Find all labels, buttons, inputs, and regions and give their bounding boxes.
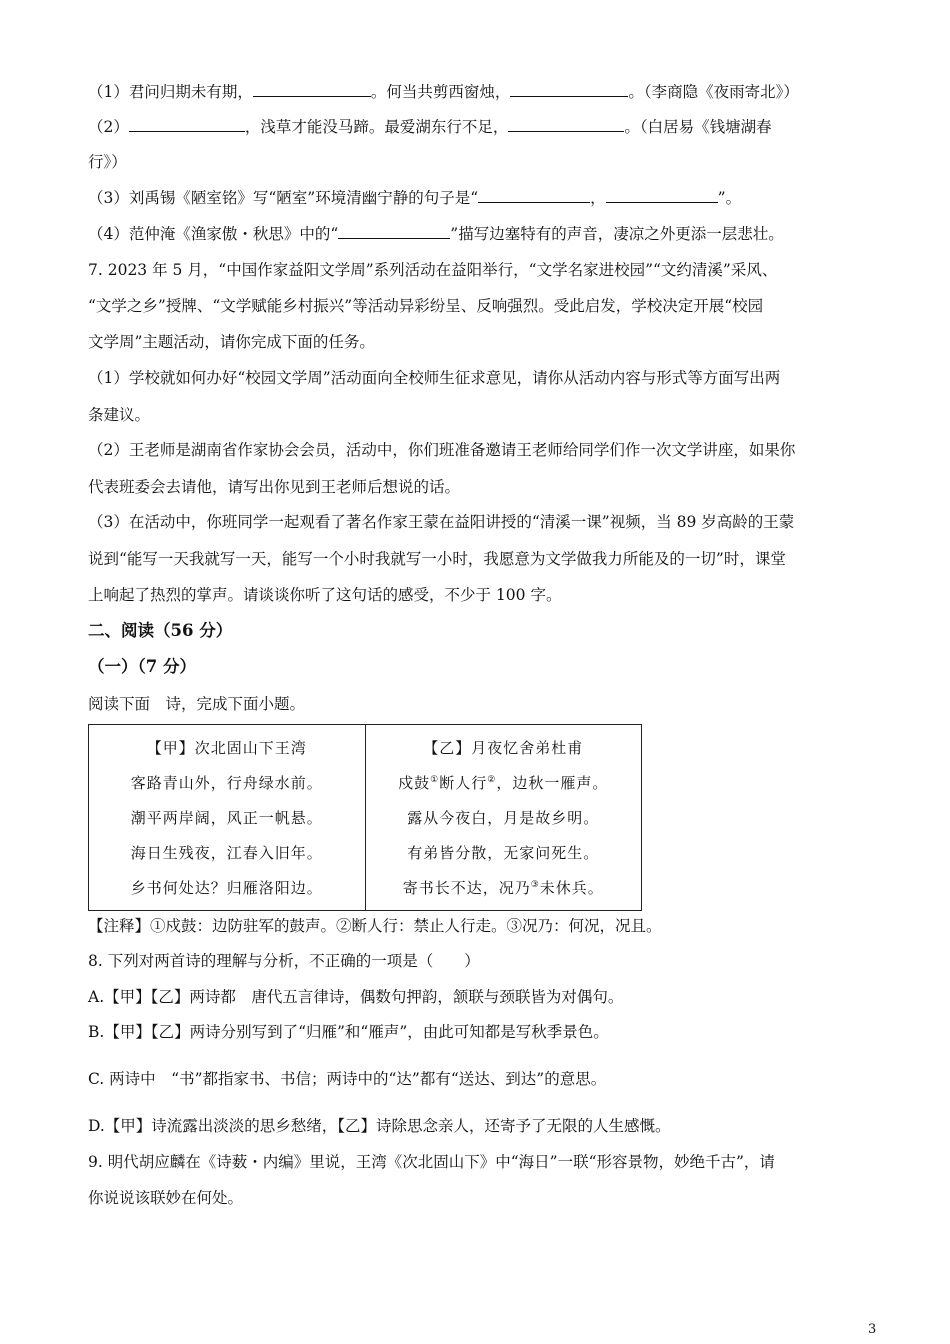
poem-line: 海日生残夜，江春入旧年。	[130, 844, 323, 862]
fill-q2-text-c: 。（白居易《钱塘湖春	[624, 118, 772, 136]
q8-option-a[interactable]: A.【甲】【乙】两诗都 唐代五言律诗，偶数句押韵，颔联与颈联皆为对偶句。	[88, 988, 624, 1006]
q7-sub3: 上响起了热烈的掌声。请谈谈你听了这句话的感受，不少于 100 字。	[88, 586, 562, 604]
fill-q1-text-b: 。何当共剪西窗烛，	[370, 83, 511, 101]
poem-line: 潮平两岸阔，风正一帆悬。	[130, 809, 323, 827]
poem-jia	[89, 725, 365, 910]
q8-option-c[interactable]: C. 两诗中 “书”都指家书、书信；两诗中的“达”都有“送达、到达”的意思。	[88, 1070, 607, 1088]
q8-option-d[interactable]: D.【甲】诗流露出淡淡的思乡愁绪，【乙】诗除思念亲人，还寄予了无限的人生感慨。	[88, 1117, 671, 1135]
fill-q3-text-c: ”。	[717, 189, 742, 207]
answer-blank[interactable]	[129, 117, 245, 132]
fill-q1-text-a: （1）君问归期未有期，	[88, 83, 253, 101]
fill-q4-text-b: ”描写边塞特有的声音，凄凉之外更添一层悲壮。	[450, 225, 784, 243]
fill-q3	[88, 188, 741, 208]
poem-line: 客路青山外，行舟绿水前。	[130, 774, 323, 792]
q8-stem: 8. 下列对两首诗的理解与分析，不正确的一项是（ ）	[88, 952, 480, 970]
answer-blank[interactable]	[508, 117, 624, 132]
fill-q3-text-a: （3）刘禹锡《陋室铭》写“陋室”环境清幽宁静的句子是“	[88, 189, 479, 207]
answer-blank[interactable]	[606, 188, 718, 203]
q7-sub1: 条建议。	[88, 406, 151, 424]
reading-instruction: 阅读下面 诗，完成下面小题。	[88, 695, 306, 713]
footnote: 【注释】①戍鼓：边防驻军的鼓声。②断人行：禁止人行走。③况乃：何况，况且。	[88, 917, 662, 935]
q7-line: 7. 2023 年 5 月，“中国作家益阳文学周”系列活动在益阳举行，“文学名家进校园”“文约清溪”采风、	[88, 261, 778, 279]
poem-text: 寄书长不达，况乃	[402, 879, 531, 897]
poem-text: ，边秋一雁声。	[496, 774, 609, 792]
q7-sub3: （3）在活动中，你班同学一起观看了著名作家王蒙在益阳讲授的“清溪一课”视频，当 89 岁高龄的王蒙	[88, 513, 795, 531]
fill-q2-text-a: （2）	[88, 118, 129, 136]
q9-line: 9. 明代胡应麟在《诗薮・内编》里说，王湾《次北固山下》中“海日”一联“形容景物，妙绝千古”，请	[88, 1153, 775, 1171]
poem-line: 乡书何处达？归雁洛阳边。	[130, 879, 323, 897]
answer-blank[interactable]	[253, 82, 371, 97]
poem-line: 有弟皆分散，无家问死生。	[407, 844, 600, 862]
q7-line: “文学之乡”授牌、“文学赋能乡村振兴”等活动异彩纷呈、反响强烈。受此启发，学校决定开展“校园	[88, 297, 764, 315]
fill-q1	[88, 82, 799, 102]
poem-text: 断人行	[439, 774, 488, 792]
fill-q4	[88, 224, 784, 244]
q7-sub3: 说到“能写一天我就写一天，能写一个小时我就写一小时，我愿意为文学做我力所能及的一切”时，课堂	[88, 550, 786, 568]
q7-line: 文学周”主题活动，请你完成下面的任务。	[88, 333, 375, 351]
page-number: 3	[868, 1322, 877, 1337]
poem-title: 【乙】月夜忆舍弟杜甫	[423, 739, 584, 757]
q9-line: 你说说该联妙在何处。	[88, 1189, 244, 1207]
q8-option-b[interactable]: B.【甲】【乙】两诗分别写到了“归雁”和“雁声”，由此可知都是写秋季景色。	[88, 1023, 609, 1041]
poem-title: 【甲】次北固山下王湾	[146, 739, 307, 757]
poem-line	[366, 877, 642, 898]
fill-q2	[88, 117, 772, 137]
fill-q2-text-b: ，浅草才能没马蹄。最爱湖东行不足，	[244, 118, 509, 136]
q7-sub2: 代表班委会去请他，请写出你见到王老师后想说的话。	[88, 478, 461, 496]
fill-q1-text-c: 。（李商隐《夜雨寄北》）	[628, 83, 799, 101]
fill-q3-text-b: ，	[590, 189, 606, 207]
q7-sub1: （1）学校就如何办好“校园文学周”活动面向全校师生征求意见，请你从活动内容与形式等方面写出两	[88, 369, 781, 387]
footnote-mark: ①	[430, 775, 440, 785]
answer-blank[interactable]	[338, 224, 450, 239]
footnote-mark: ②	[487, 775, 497, 785]
fill-q2-text-d: 行》）	[88, 153, 127, 171]
poem-line	[366, 772, 642, 793]
poem-text: 戍鼓	[398, 774, 431, 792]
fill-q4-text-a: （4）范仲淹《渔家傲・秋思》中的“	[88, 225, 339, 243]
q7-sub2: （2）王老师是湖南省作家协会会员，活动中，你们班准备邀请王老师给同学们作一次文学讲座，如果你	[88, 441, 796, 459]
poem-line: 露从今夜白，月是故乡明。	[407, 809, 600, 827]
part-title: （一）（7 分）	[88, 657, 196, 676]
poem-yi	[365, 725, 642, 910]
poem-text: 未休兵。	[539, 879, 604, 897]
poem-table	[88, 724, 642, 911]
footnote-mark: ③	[530, 880, 540, 890]
answer-blank[interactable]	[478, 188, 590, 203]
answer-blank[interactable]	[510, 82, 628, 97]
section-title: 二、阅读（56 分）	[88, 621, 233, 640]
